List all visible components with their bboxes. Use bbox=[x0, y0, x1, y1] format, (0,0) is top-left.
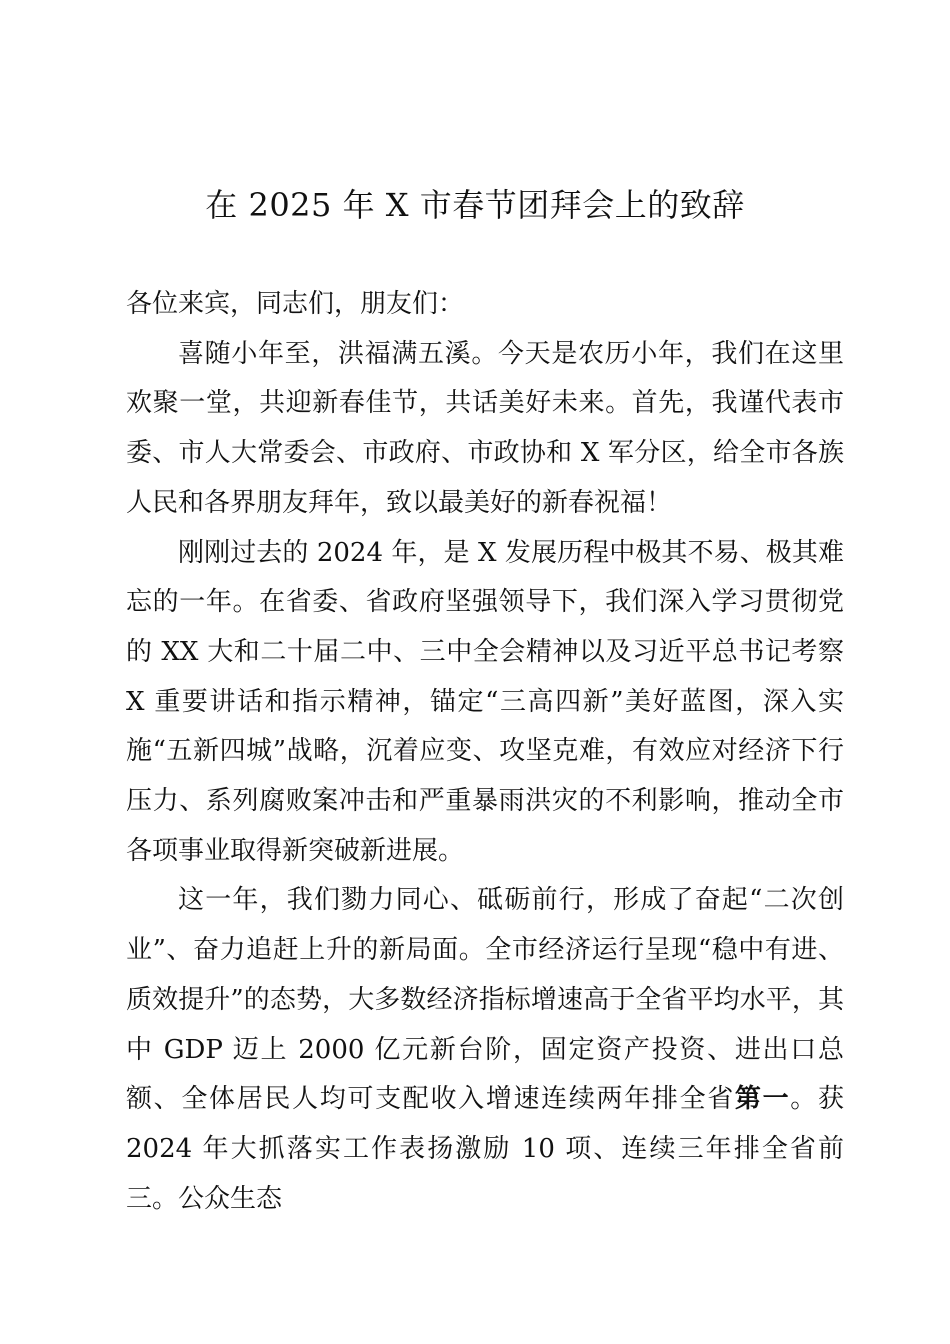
document-title: 在 2025 年 X 市春节团拜会上的致辞 bbox=[205, 186, 745, 224]
achievements-bold-first: 第一 bbox=[734, 1084, 791, 1115]
paragraph-greeting: 喜随小年至，洪福满五溪。今天是农历小年，我们在这里欢聚一堂，共迎新春佳节，共话美好未来。首先，我谨代表市委、市人大常委会、市政府、市政协和 X 军分区，给全市各族人民和各界朋友拜年，致以最美好的新春祝福！ bbox=[126, 338, 844, 518]
paragraph-review-2024: 刚刚过去的 2024 年，是 X 发展历程中极其不易、极其难忘的一年。在省委、省政府坚强领导下，我们深入学习贯彻党的 XX 大和二十届二中、三中全会精神以及习近平总书记考察 X 重要讲话和指示精神，锚定“三高四新”美好蓝图，深入实施“五新四城”战略，沉着应变、攻坚克难，有效应对经济下行压力、系列腐败案冲击和严重暴雨洪灾的不利影响，推动全市各项事业取得新突破新进展。 bbox=[126, 537, 844, 866]
salutation: 各位来宾，同志们，朋友们： bbox=[126, 289, 465, 319]
document-body bbox=[126, 280, 844, 1224]
achievements-text-part2: 。获 2024 年大抓落实工作表扬激励 10 项、连续三年排全省前三。公众生态 bbox=[126, 1084, 844, 1214]
paragraph-achievements bbox=[126, 876, 844, 1224]
achievements-text-part1: 这一年，我们勠力同心、砥砺前行，形成了奋起“二次创业”、奋力追赶上升的新局面。全市经济运行呈现“稳中有进、质效提升”的态势，大多数经济指标增速高于全省平均水平，其中 GDP 迈上 2000 亿元新台阶，固定资产投资、进出口总额、全体居民人均可支配收入增速连续两年排全省 bbox=[126, 885, 844, 1115]
